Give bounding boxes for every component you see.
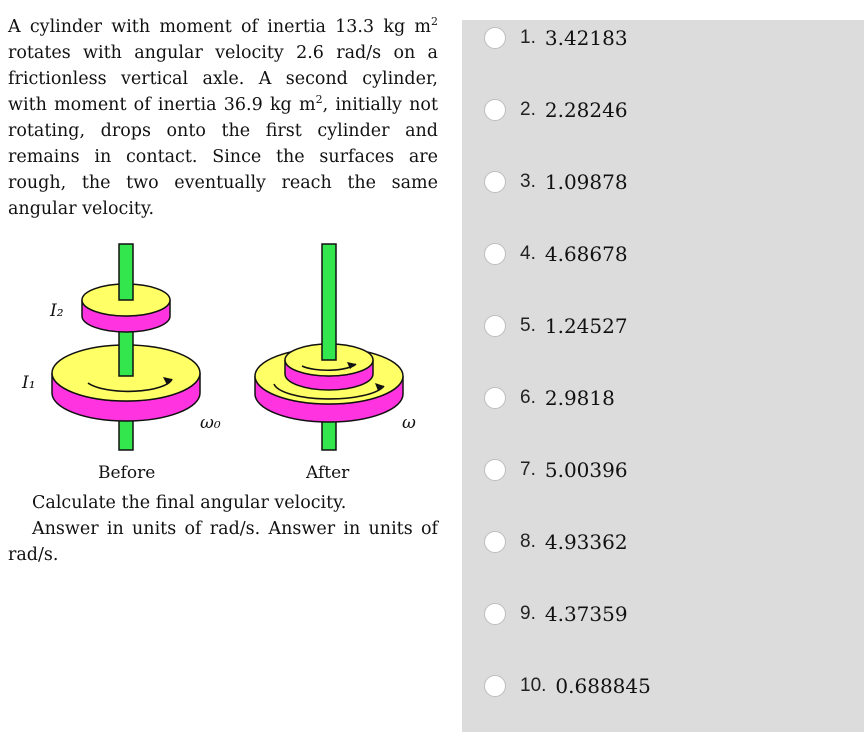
radio-button[interactable] [484, 459, 506, 481]
choice-number: 5. [520, 315, 536, 336]
choice-10[interactable] [484, 668, 651, 704]
choice-value: 4.68678 [544, 242, 628, 266]
choice-value: 0.688845 [555, 674, 651, 698]
radio-button[interactable] [484, 243, 506, 265]
choice-1[interactable] [484, 20, 628, 56]
problem-statement [8, 14, 438, 222]
problem-part-1: A cylinder with moment of inertia 13.3 kg m [8, 17, 431, 37]
choice-number: 10. [520, 675, 547, 696]
choice-number: 4. [520, 243, 536, 264]
question-tail [8, 490, 438, 568]
radio-button[interactable] [484, 387, 506, 409]
choice-value: 3.42183 [544, 26, 628, 50]
choice-9[interactable] [484, 596, 628, 632]
choice-number: 6. [520, 387, 536, 408]
diagram-svg [0, 236, 460, 488]
choice-value: 2.9818 [544, 386, 615, 410]
caption-before: Before [98, 463, 156, 483]
answer-choices-panel [462, 20, 864, 732]
after-axle-top [322, 244, 336, 360]
units-line: Answer in units of rad/s. Answer in units of rad/s. [8, 519, 438, 565]
choice-8[interactable] [484, 524, 628, 560]
choice-value: 1.09878 [544, 170, 628, 194]
choice-3[interactable] [484, 164, 628, 200]
radio-button[interactable] [484, 315, 506, 337]
choice-value: 4.93362 [544, 530, 628, 554]
choice-number: 3. [520, 171, 536, 192]
choice-number: 9. [520, 603, 536, 624]
choice-value: 4.37359 [544, 602, 628, 626]
superscript-1: 2 [431, 15, 438, 29]
radio-button[interactable] [484, 27, 506, 49]
choice-number: 1. [520, 27, 536, 48]
cylinder-diagram [0, 236, 460, 488]
before-axle-middle [119, 331, 133, 376]
choice-2[interactable] [484, 92, 628, 128]
radio-button[interactable] [484, 603, 506, 625]
choice-number: 8. [520, 531, 536, 552]
label-omega0: ω₀ [200, 413, 221, 433]
after-axle-bottom [322, 418, 336, 450]
caption-after: After [306, 463, 350, 483]
label-i1: I₁ [22, 373, 36, 393]
choice-value: 2.28246 [544, 98, 628, 122]
choice-value: 5.00396 [544, 458, 628, 482]
before-setup [52, 244, 200, 450]
instruction-line: Calculate the final angular velocity. [32, 493, 347, 513]
radio-button[interactable] [484, 99, 506, 121]
radio-button[interactable] [484, 171, 506, 193]
before-axle-bottom [119, 418, 133, 450]
choice-value: 1.24527 [544, 314, 628, 338]
radio-button[interactable] [484, 675, 506, 697]
choice-number: 2. [520, 99, 536, 120]
problem-part-2: rotates with angular velocity 2.6 rad/s on a frictionless vertical axle. A second cylinder, with moment of inertia 36.9 kg m [8, 43, 438, 115]
question-text [8, 14, 438, 222]
radio-button[interactable] [484, 531, 506, 553]
label-i2: I₂ [50, 301, 64, 321]
choice-number: 7. [520, 459, 536, 480]
problem-part-3: , initially not rotating, drops onto the first cylinder and remains in contact. Since the surfaces are rough, the two eventually reach the same angular velocity. [8, 95, 438, 219]
choice-6[interactable] [484, 380, 615, 416]
before-axle-top [119, 244, 133, 300]
after-setup [255, 244, 403, 450]
label-omega: ω [402, 413, 416, 433]
choice-4[interactable] [484, 236, 628, 272]
choice-7[interactable] [484, 452, 628, 488]
choice-5[interactable] [484, 308, 628, 344]
superscript-2: 2 [315, 93, 323, 107]
